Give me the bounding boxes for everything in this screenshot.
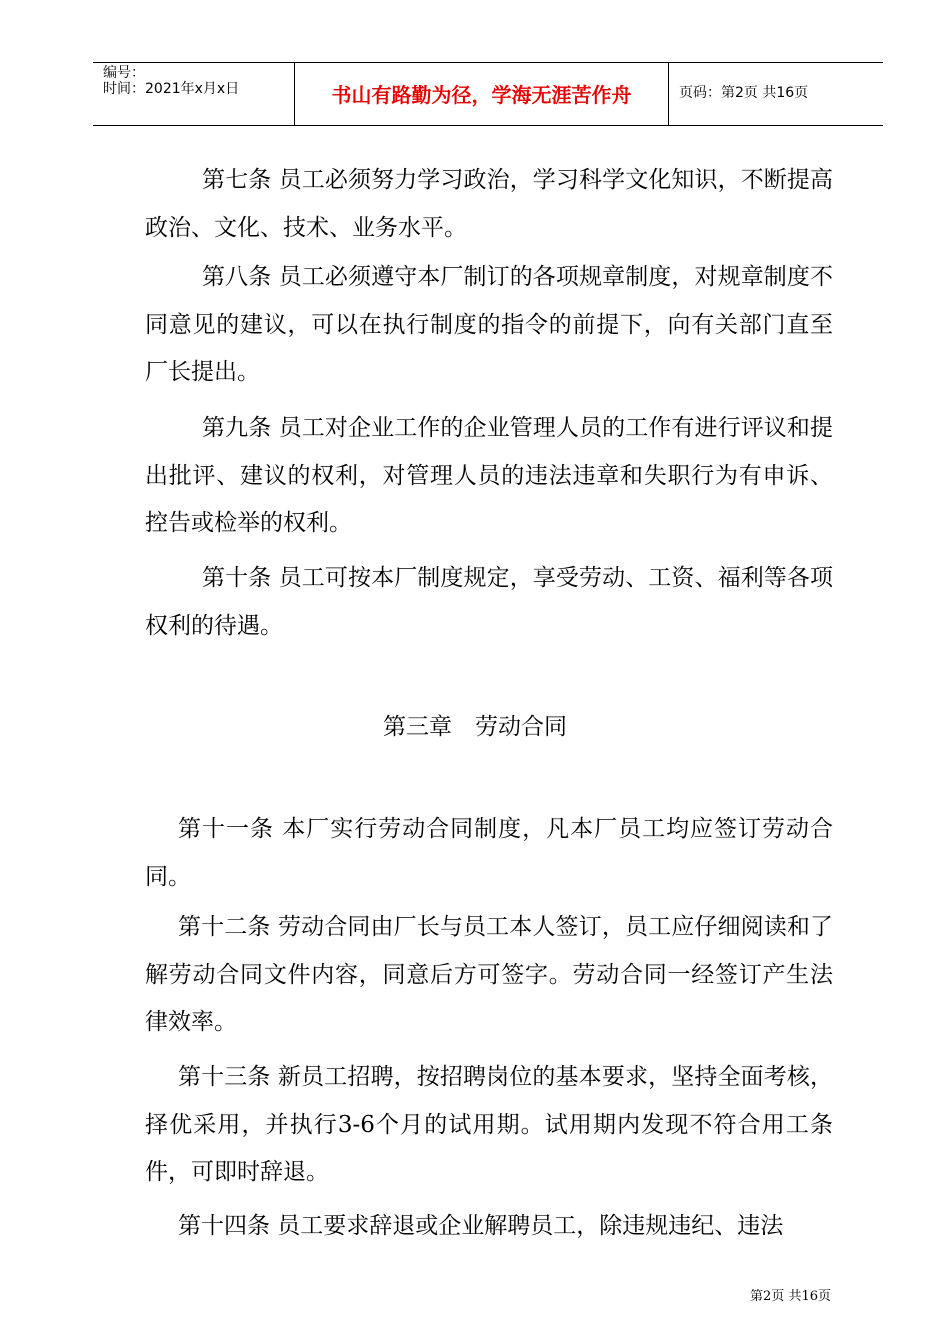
article-8: 第八条 员工必须遵守本厂制订的各项规章制度，对规章制度不同意见的建议，可以在执行制度的指令的前提下，向有关部门直至厂长提出。 [145, 264, 833, 385]
document-time-label: 时间：2021年x月x日 [103, 81, 240, 97]
article-13: 第十三条 新员工招聘，按招聘岗位的基本要求，坚持全面考核，择优采用，并执行3-6个月的试用期。试用期内发现不符合用工条件，可即时辞退。 [145, 1064, 833, 1185]
document-header [93, 62, 883, 126]
article-7: 第七条 员工必须努力学习政治，学习科学文化知识，不断提高政治、文化、技术、业务水平。 [145, 167, 833, 241]
header-meta-cell [93, 63, 295, 125]
header-page-number: 页码：第2页 共16页 [679, 85, 809, 101]
article-10: 第十条 员工可按本厂制度规定，享受劳动、工资、福利等各项权利的待遇。 [145, 565, 833, 639]
header-motto: 书山有路勤为径，学海无涯苦作舟 [331, 83, 632, 107]
article-14: 第十四条 员工要求辞退或企业解聘员工，除违规违纪、违法 [178, 1213, 784, 1239]
chapter-heading: 第三章 劳动合同 [383, 714, 567, 740]
article-9: 第九条 员工对企业工作的企业管理人员的工作有进行评议和提出批评、建议的权利，对管理人员的违法违章和失职行为有申诉、控告或检举的权利。 [145, 415, 833, 536]
footer-page-number: 第2页 共16页 [750, 1289, 831, 1304]
header-page-cell [669, 63, 883, 125]
article-11: 第十一条 本厂实行劳动合同制度，凡本厂员工均应签订劳动合同。 [145, 816, 833, 890]
document-number-label: 编号： [103, 65, 145, 81]
article-12: 第十二条 劳动合同由厂长与员工本人签订，员工应仔细阅读和了解劳动合同文件内容，同意后方可签字。劳动合同一经签订产生法律效率。 [145, 914, 833, 1035]
header-motto-cell [295, 63, 669, 125]
